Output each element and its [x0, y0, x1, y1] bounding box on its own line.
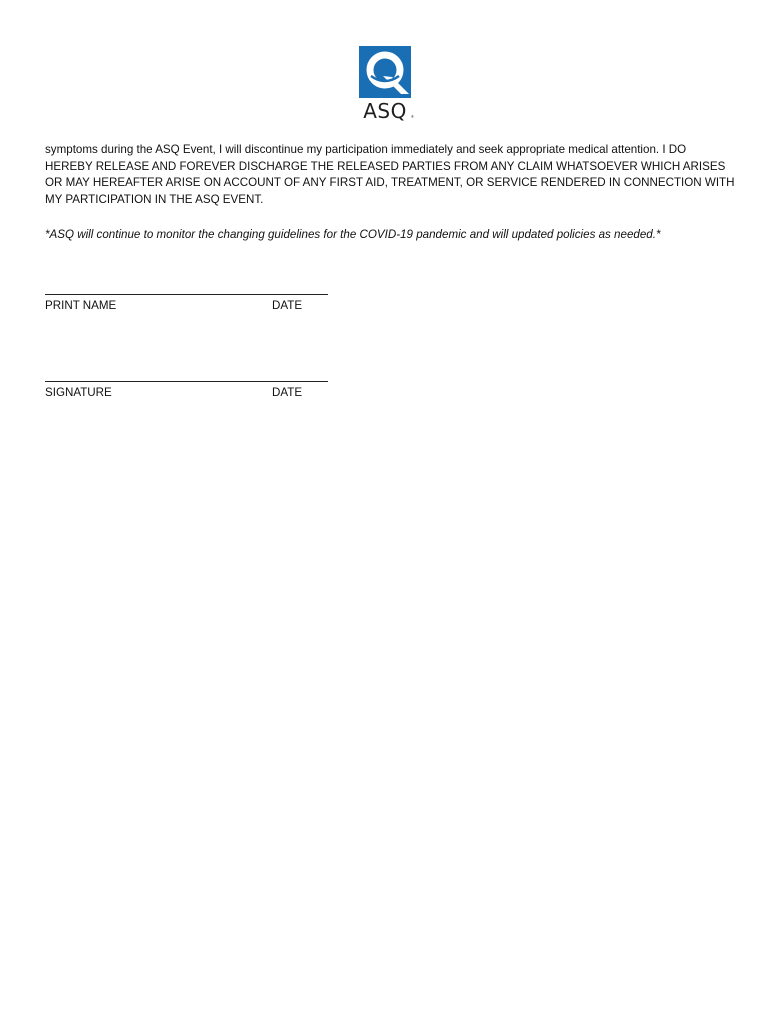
release-paragraph [45, 142, 735, 209]
print-name-date-label: DATE [272, 299, 303, 312]
asq-logo [356, 44, 414, 126]
covid-policy-note: *ASQ will continue to monitor the changing guidelines for the COVID-19 pandemic and will updated policies as needed.* [45, 228, 661, 241]
print-name-block [45, 294, 329, 315]
asq-logo-trademark: ® [411, 114, 414, 119]
print-name-line[interactable] [45, 294, 328, 295]
signature-label: SIGNATURE [45, 386, 112, 399]
asq-logo-wordmark: ASQ [363, 99, 407, 123]
signature-date-label: DATE [272, 386, 303, 399]
signature-line[interactable] [45, 381, 328, 382]
signature-block [45, 381, 329, 402]
print-name-label: PRINT NAME [45, 299, 117, 312]
release-paragraph-text: symptoms during the ASQ Event, I will discontinue my participation immediately and seek appropriate medical attention. I DO HEREBY RELEASE AND FOREVER DISCHARGE THE RELEASED PARTIES FROM ANY CLAIM WHATSOEVER WHICH ARISES OR MAY HEREAFTER ARISE ON ACCOUNT OF ANY FIRST AID, TREATMENT, OR SERVICE RENDERED IN CONNECTION WITH MY PARTICIPATION IN THE ASQ EVENT. [45, 143, 735, 207]
asq-q-emblem-icon [359, 46, 411, 98]
